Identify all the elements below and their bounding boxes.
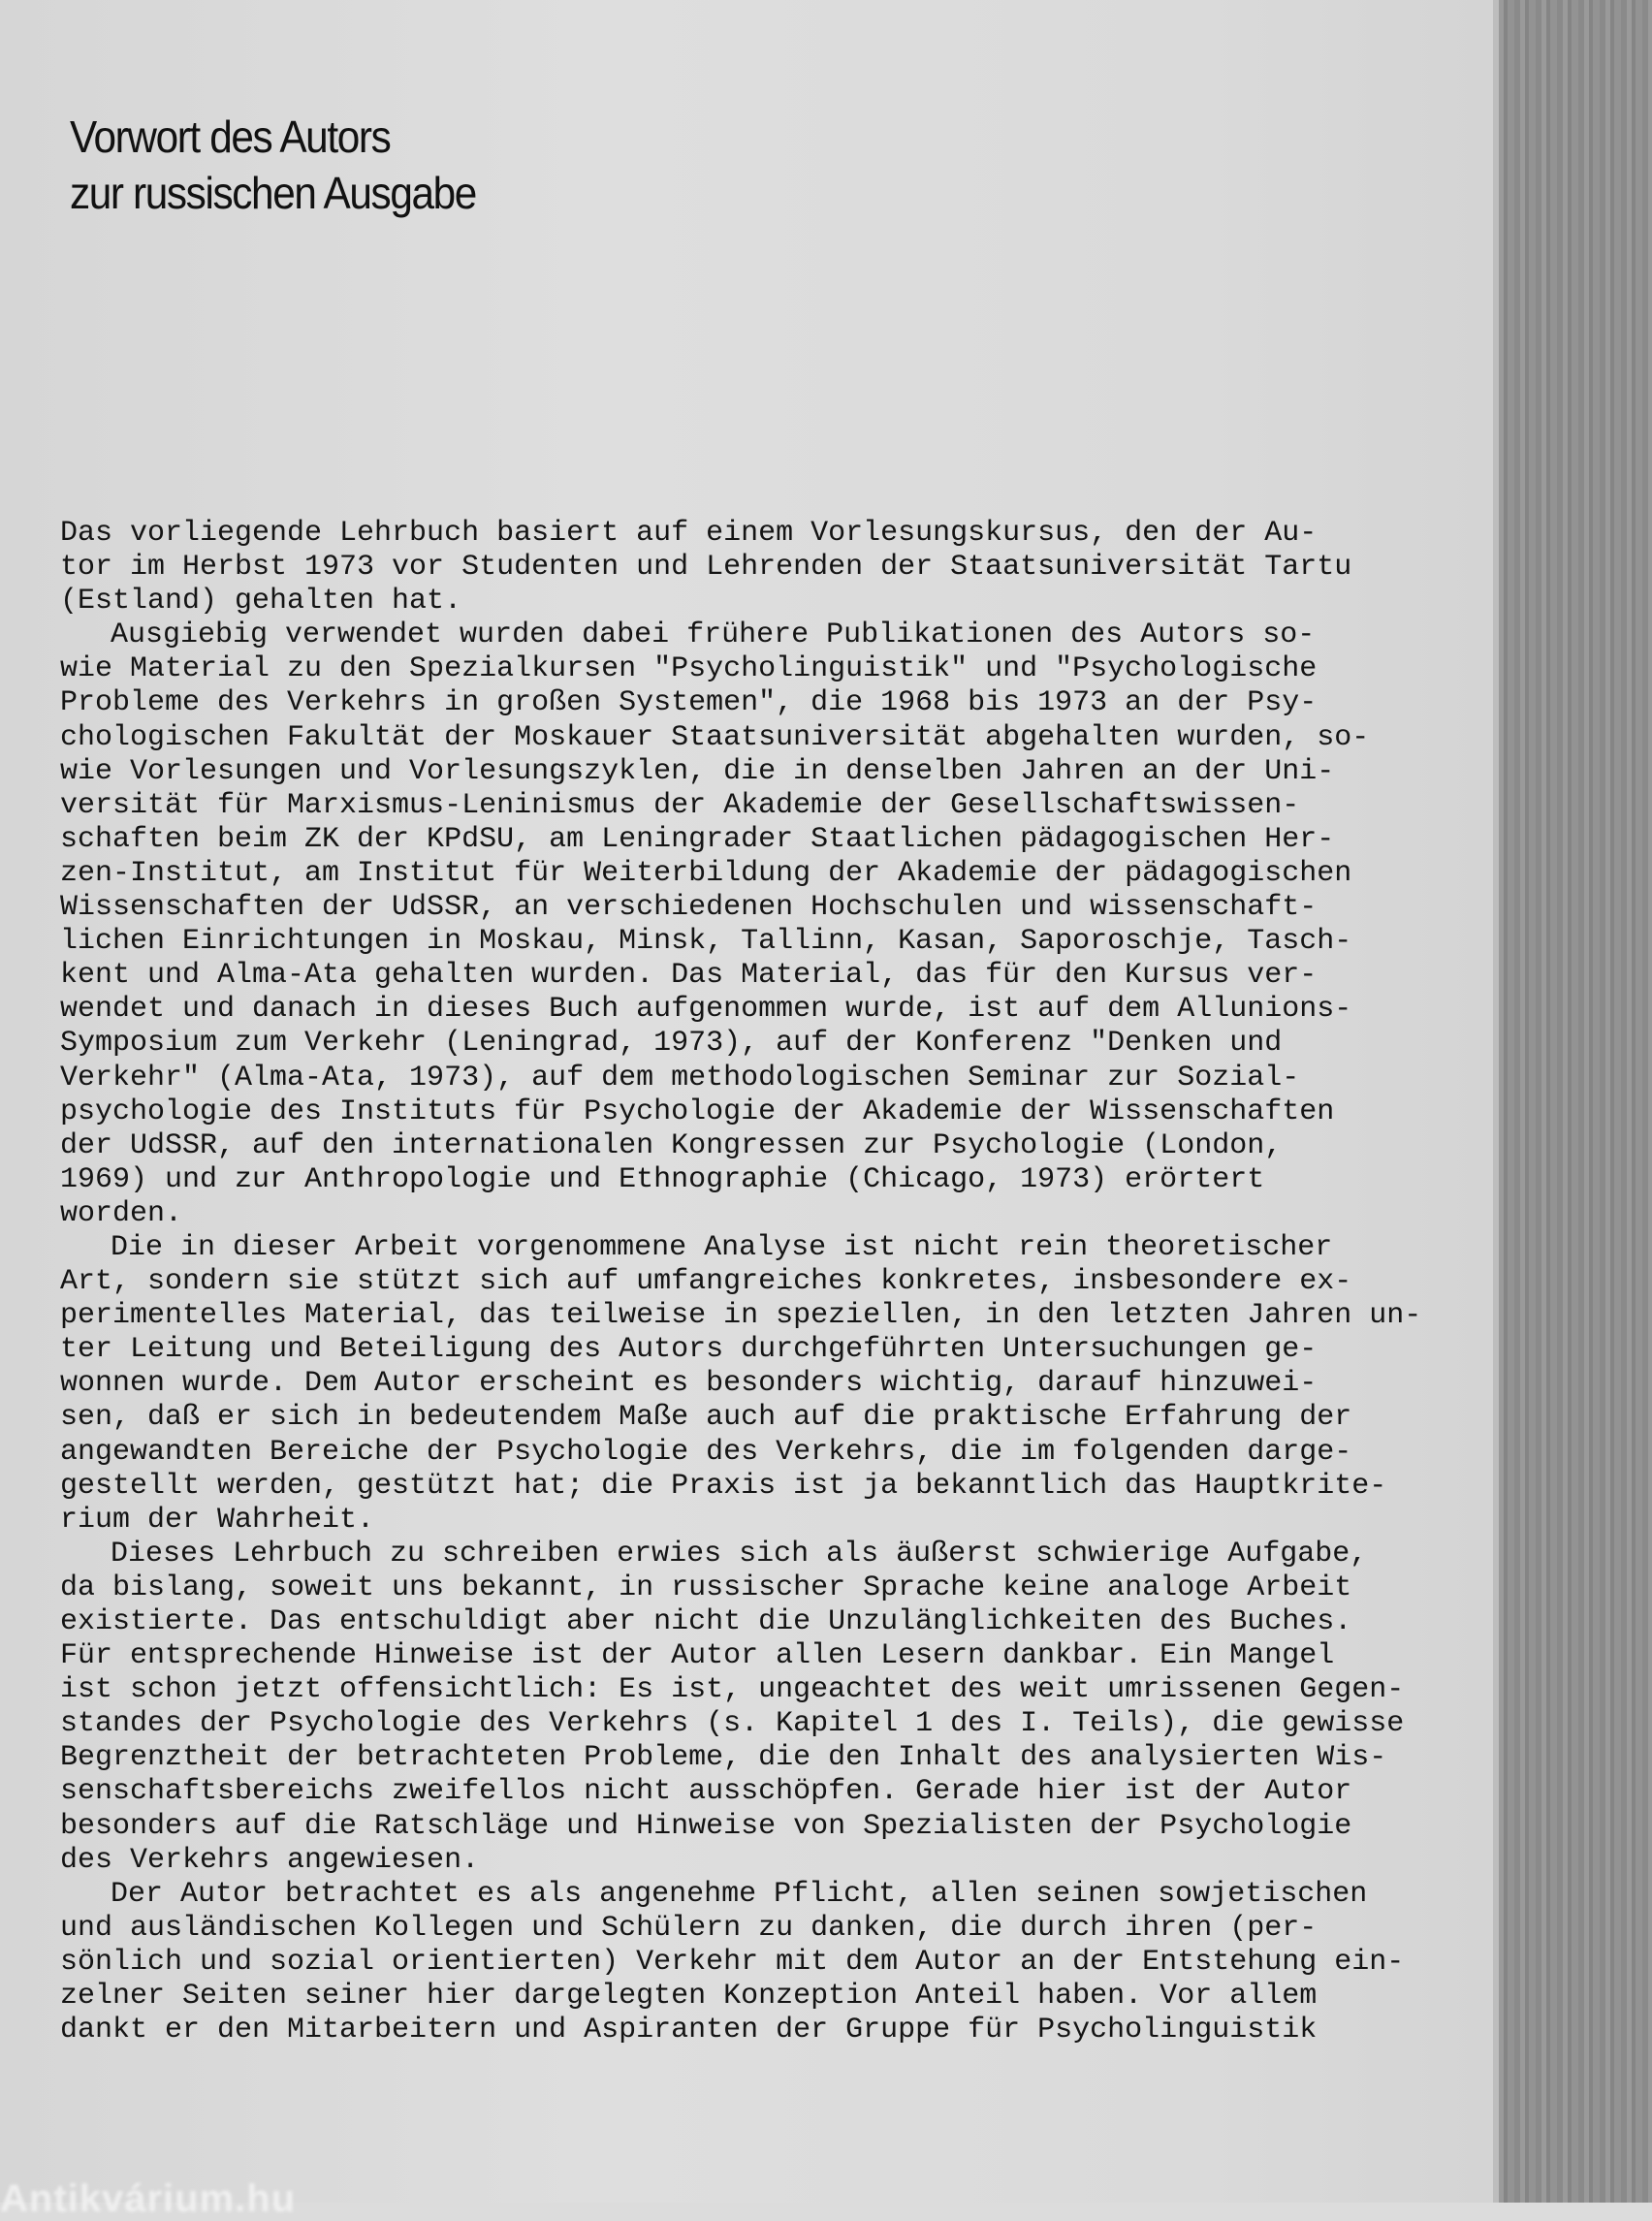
text-line: zen-Institut, am Institut für Weiterbildung der Akademie der pädagogischen bbox=[60, 856, 1352, 890]
page-edge-background bbox=[1493, 0, 1652, 2203]
text-line: lichen Einrichtungen in Moskau, Minsk, Tallinn, Kasan, Saporoschje, Tasch- bbox=[60, 925, 1352, 959]
chapter-title-line-2: zur russischen Ausgabe bbox=[70, 168, 476, 218]
text-line: perimentelles Material, das teilweise in speziellen, in den letzten Jahren un- bbox=[60, 1299, 1422, 1333]
text-line: ist schon jetzt offensichtlich: Es ist, ungeachtet des weit umrissenen Gegen- bbox=[60, 1673, 1405, 1707]
text-line: des Verkehrs angewiesen. bbox=[60, 1843, 480, 1877]
text-line: worden. bbox=[60, 1196, 183, 1230]
text-line: Begrenztheit der betrachteten Probleme, die den Inhalt des analysierten Wis- bbox=[60, 1741, 1387, 1775]
text-line: versität für Marxismus-Leninismus der Akademie der Gesellschaftswissen- bbox=[60, 788, 1300, 822]
text-line: Symposium zum Verkehr (Leningrad, 1973), auf der Konferenz "Denken und bbox=[60, 1027, 1283, 1061]
text-line: standes der Psychologie des Verkehrs (s. Kapitel 1 des I. Teils), die gewisse bbox=[60, 1707, 1405, 1741]
text-line: schaften beim ZK der KPdSU, am Leningrader Staatlichen pädagogischen Her- bbox=[60, 822, 1335, 856]
text-line: 1969) und zur Anthropologie und Ethnographie (Chicago, 1973) erörtert bbox=[60, 1162, 1265, 1196]
text-line: wendet und danach in dieses Buch aufgenommen wurde, ist auf dem Allunions- bbox=[60, 993, 1352, 1027]
text-line: dankt er den Mitarbeitern und Aspiranten der Gruppe für Psycholinguistik bbox=[60, 2014, 1318, 2047]
text-line: existierte. Das entschuldigt aber nicht die Unzulänglichkeiten des Buches. bbox=[60, 1605, 1352, 1638]
text-line: gestellt werden, gestützt hat; die Praxis ist ja bekanntlich das Hauptkrite- bbox=[60, 1469, 1387, 1503]
text-line: sen, daß er sich in bedeutendem Maße auch auf die praktische Erfahrung der bbox=[60, 1401, 1352, 1435]
text-line: Das vorliegende Lehrbuch basiert auf einem Vorlesungskursus, den der Au- bbox=[60, 517, 1318, 550]
text-line: wie Material zu den Spezialkursen "Psycholinguistik" und "Psychologische bbox=[60, 652, 1318, 686]
text-line: sönlich und sozial orientierten) Verkehr mit dem Autor an der Entstehung ein- bbox=[60, 1945, 1405, 1979]
body-text bbox=[60, 517, 1421, 2047]
text-line: da bislang, soweit uns bekannt, in russischer Sprache keine analoge Arbeit bbox=[60, 1571, 1352, 1604]
text-line: (Estland) gehalten hat. bbox=[60, 585, 462, 619]
text-line: der UdSSR, auf den internationalen Kongressen zur Psychologie (London, bbox=[60, 1128, 1283, 1162]
text-line: angewandten Bereiche der Psychologie des Verkehrs, die im folgenden darge- bbox=[60, 1435, 1352, 1469]
chapter-title-line-1: Vorwort des Autors bbox=[70, 111, 391, 162]
text-line: Für entsprechende Hinweise ist der Autor allen Lesern dankbar. Ein Mangel bbox=[60, 1639, 1335, 1673]
text-line: rium der Wahrheit. bbox=[60, 1503, 375, 1537]
text-line: ter Leitung und Beteiligung des Autors durchgeführten Untersuchungen ge- bbox=[60, 1333, 1318, 1367]
text-line: Verkehr" (Alma-Ata, 1973), auf dem methodologischen Seminar zur Sozial- bbox=[60, 1061, 1300, 1095]
text-line: Wissenschaften der UdSSR, an verschiedenen Hochschulen und wissenschaft- bbox=[60, 891, 1318, 925]
text-line: Art, sondern sie stützt sich auf umfangreiches konkretes, insbesondere ex- bbox=[60, 1265, 1352, 1299]
text-line: chologischen Fakultät der Moskauer Staatsuniversität abgehalten wurden, so- bbox=[60, 720, 1370, 754]
text-line: Probleme des Verkehrs in großen Systemen", die 1968 bis 1973 an der Psy- bbox=[60, 686, 1318, 720]
text-line: senschaftsbereichs zweifellos nicht ausschöpfen. Gerade hier ist der Autor bbox=[60, 1775, 1352, 1809]
text-line: psychologie des Instituts für Psychologie der Akademie der Wissenschaften bbox=[60, 1095, 1335, 1128]
text-line: zelner Seiten seiner hier dargelegten Konzeption Anteil haben. Vor allem bbox=[60, 1980, 1318, 2014]
text-line: wie Vorlesungen und Vorlesungszyklen, die in denselben Jahren an der Uni- bbox=[60, 754, 1335, 788]
text-line: kent und Alma-Ata gehalten wurden. Das Material, das für den Kursus ver- bbox=[60, 959, 1318, 993]
text-line: Dieses Lehrbuch zu schreiben erwies sich als äußerst schwierige Aufgabe, bbox=[111, 1537, 1368, 1571]
text-line: Die in dieser Arbeit vorgenommene Analyse ist nicht rein theoretischer bbox=[111, 1230, 1333, 1264]
text-line: und ausländischen Kollegen und Schülern zu danken, die durch ihren (per- bbox=[60, 1911, 1318, 1945]
text-line: tor im Herbst 1973 vor Studenten und Lehrenden der Staatsuniversität Tartu bbox=[60, 551, 1352, 585]
text-line: besonders auf die Ratschläge und Hinweise von Spezialisten der Psychologie bbox=[60, 1809, 1352, 1843]
chapter-title bbox=[70, 109, 476, 221]
watermark: Antikvárium.hu bbox=[0, 2177, 297, 2220]
text-line: Der Autor betrachtet es als angenehme Pflicht, allen seinen sowjetischen bbox=[111, 1877, 1368, 1911]
text-line: Ausgiebig verwendet wurden dabei frühere Publikationen des Autors so- bbox=[111, 619, 1316, 652]
text-line: wonnen wurde. Dem Autor erscheint es besonders wichtig, darauf hinzuwei- bbox=[60, 1367, 1318, 1401]
